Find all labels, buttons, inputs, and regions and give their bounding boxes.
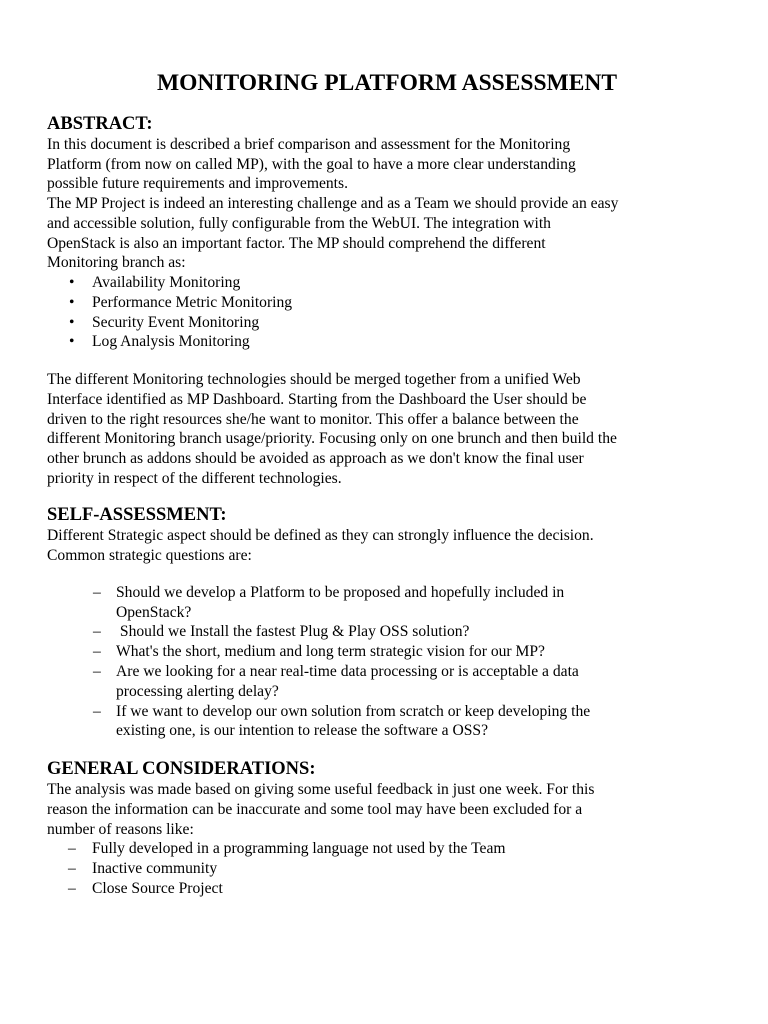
abstract-intro	[47, 135, 727, 273]
abstract-heading: ABSTRACT:	[47, 114, 153, 134]
document-title: MONITORING PLATFORM ASSESSMENT	[156, 70, 618, 96]
list-item	[47, 642, 727, 662]
self-assessment-intro	[47, 526, 727, 565]
list-item	[47, 332, 727, 352]
document-page	[47, 66, 727, 899]
text-line: number of reasons like:	[47, 820, 194, 838]
list-item	[47, 859, 727, 879]
text-line: other brunch as addons should be avoided as approach as we don't know the final user	[47, 449, 584, 467]
dash-marker: –	[68, 860, 76, 878]
strategic-questions-list	[47, 583, 727, 741]
text-line: different Monitoring branch usage/priority. Focusing only on one brunch and then build the	[47, 430, 617, 448]
list-item	[47, 583, 727, 623]
dash-marker: –	[93, 623, 101, 641]
text-line: and accessible solution, fully configurable from the WebUI. The integration with	[47, 214, 551, 232]
self-assessment-heading: SELF-ASSESSMENT:	[47, 505, 227, 526]
list-item-text: OpenStack?	[116, 603, 192, 621]
text-line: Platform (from now on called MP), with the goal to have a more clear understanding	[47, 155, 576, 173]
text-line: In this document is described a brief comparison and assessment for the Monitoring	[47, 136, 571, 153]
list-item	[47, 273, 727, 293]
list-item-text: Are we looking for a near real-time data processing or is acceptable a data	[116, 662, 579, 680]
list-item	[47, 879, 727, 899]
list-item-text: What's the short, medium and long term strategic vision for our MP?	[116, 643, 545, 661]
text-line: OpenStack is also an important factor. The MP should comprehend the different	[47, 234, 546, 252]
text-line: priority in respect of the different technologies.	[47, 469, 342, 487]
text-line: Different Strategic aspect should be defined as they can strongly influence the decision.	[47, 527, 594, 545]
dash-marker: –	[93, 662, 101, 680]
text-line: reason the information can be inaccurate and some tool may have been excluded for a	[47, 800, 583, 818]
bullet-marker: •	[69, 273, 75, 291]
dash-marker: –	[93, 643, 101, 661]
list-item	[47, 662, 727, 702]
dash-marker: –	[93, 583, 101, 601]
text-line: Common strategic questions are:	[47, 547, 252, 565]
bullet-marker: •	[69, 293, 75, 311]
bullet-marker: •	[69, 333, 75, 351]
list-item	[47, 702, 727, 742]
list-item-text: existing one, is our intention to release the software a OSS?	[116, 722, 488, 740]
text-line: Monitoring branch as:	[47, 254, 186, 272]
dash-marker: –	[93, 702, 101, 720]
general-considerations-intro	[47, 780, 727, 839]
list-item-text: Availability Monitoring	[92, 273, 241, 291]
text-line: The different Monitoring technologies should be merged together from a unified Web	[47, 371, 581, 389]
list-item-text: Should we Install the fastest Plug & Play OSS solution?	[116, 623, 470, 641]
list-item	[47, 293, 727, 313]
bullet-marker: •	[69, 313, 75, 331]
abstract-paragraph-2	[47, 370, 727, 488]
text-line: The MP Project is indeed an interesting challenge and as a Team we should provide an easy	[47, 195, 619, 213]
list-item-text: If we want to develop our own solution from scratch or keep developing the	[116, 702, 591, 720]
text-line: driven to the right resources she/he want to monitor. This offer a balance between the	[47, 410, 579, 428]
list-item-text: Performance Metric Monitoring	[92, 293, 293, 311]
dash-marker: –	[68, 879, 76, 897]
list-item-text: Log Analysis Monitoring	[92, 333, 250, 351]
text-line: possible future requirements and improvements.	[47, 175, 348, 193]
monitoring-branch-list	[47, 273, 727, 352]
list-item-text: Security Event Monitoring	[92, 313, 260, 331]
list-item-text: processing alerting delay?	[116, 682, 279, 700]
text-line: The analysis was made based on giving some useful feedback in just one week. For this	[47, 781, 595, 799]
list-item-text: Fully developed in a programming language not used by the Team	[92, 840, 506, 858]
list-item-text: Close Source Project	[92, 879, 223, 897]
list-item	[47, 839, 727, 859]
dash-marker: –	[68, 840, 76, 858]
exclusion-reasons-list	[47, 839, 727, 898]
general-considerations-heading: GENERAL CONSIDERATIONS:	[47, 759, 316, 780]
list-item-text: Inactive community	[92, 860, 218, 878]
list-item	[47, 313, 727, 333]
list-item-text: Should we develop a Platform to be proposed and hopefully included in	[116, 583, 565, 601]
list-item	[47, 622, 727, 642]
text-line: Interface identified as MP Dashboard. Starting from the Dashboard the User should be	[47, 390, 587, 408]
